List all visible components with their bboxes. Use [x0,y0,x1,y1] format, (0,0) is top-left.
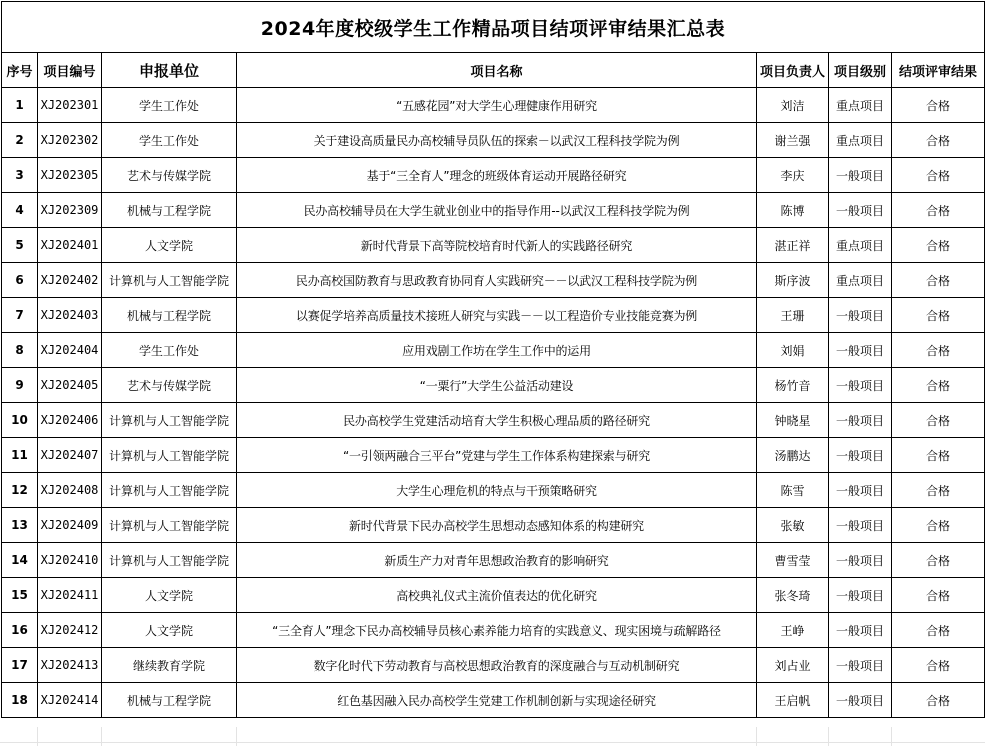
cell-project-name[interactable]: 新质生产力对青年思想政治教育的影响研究 [237,543,757,578]
cell-leader[interactable]: 张敏 [757,508,829,543]
cell-unit[interactable]: 学生工作处 [102,123,237,158]
cell-code[interactable]: XJ202407 [38,438,102,473]
cell-code[interactable]: XJ202302 [38,123,102,158]
cell-project-name[interactable]: 民办高校学生党建活动培育大学生积极心理品质的路径研究 [237,403,757,438]
results-summary-table [1,1,985,718]
cell-result[interactable]: 合格 [892,578,985,613]
cell-seq[interactable]: 14 [2,543,38,578]
cell-result[interactable]: 合格 [892,88,985,123]
cell-code[interactable]: XJ202401 [38,228,102,263]
cell-project-name[interactable]: 新时代背景下民办高校学生思想动态感知体系的构建研究 [237,508,757,543]
cell-unit[interactable]: 人文学院 [102,228,237,263]
cell-leader[interactable]: 杨竹音 [757,368,829,403]
cell-result[interactable]: 合格 [892,368,985,403]
cell-leader[interactable]: 张冬琦 [757,578,829,613]
table-row [2,193,985,228]
cell-level[interactable]: 一般项目 [829,508,892,543]
cell-level[interactable]: 重点项目 [829,263,892,298]
cell-unit[interactable]: 计算机与人工智能学院 [102,473,237,508]
cell-leader[interactable]: 王珊 [757,298,829,333]
cell-seq[interactable]: 9 [2,368,38,403]
cell-level[interactable]: 重点项目 [829,228,892,263]
cell-level[interactable]: 一般项目 [829,158,892,193]
cell-result[interactable]: 合格 [892,228,985,263]
cell-code[interactable]: XJ202305 [38,158,102,193]
empty-grid-area [0,727,985,746]
table-row [2,403,985,438]
cell-leader[interactable]: 陈雪 [757,473,829,508]
cell-unit[interactable]: 学生工作处 [102,333,237,368]
cell-result[interactable]: 合格 [892,508,985,543]
cell-seq[interactable]: 13 [2,508,38,543]
cell-seq[interactable]: 3 [2,158,38,193]
cell-result[interactable]: 合格 [892,473,985,508]
cell-project-name[interactable]: 民办高校辅导员在大学生就业创业中的指导作用--以武汉工程科技学院为例 [237,193,757,228]
cell-unit[interactable]: 艺术与传媒学院 [102,158,237,193]
cell-level[interactable]: 一般项目 [829,613,892,648]
cell-result[interactable]: 合格 [892,648,985,683]
cell-result[interactable]: 合格 [892,263,985,298]
cell-leader[interactable]: 陈博 [757,193,829,228]
table-row [2,508,985,543]
table-row [2,298,985,333]
cell-project-name[interactable]: 民办高校国防教育与思政教育协同育人实践研究－－以武汉工程科技学院为例 [237,263,757,298]
cell-leader[interactable]: 曹雪莹 [757,543,829,578]
cell-result[interactable]: 合格 [892,333,985,368]
cell-code[interactable]: XJ202411 [38,578,102,613]
cell-result[interactable]: 合格 [892,123,985,158]
cell-level[interactable]: 一般项目 [829,578,892,613]
table-row [2,228,985,263]
cell-project-name[interactable]: 以赛促学培养高质量技术接班人研究与实践－－以工程造价专业技能竞赛为例 [237,298,757,333]
cell-result[interactable]: 合格 [892,403,985,438]
cell-level[interactable]: 一般项目 [829,683,892,718]
cell-project-name[interactable]: 基于“三全育人”理念的班级体育运动开展路径研究 [237,158,757,193]
table-row [2,648,985,683]
header-seq[interactable]: 序号 [2,53,38,88]
cell-unit[interactable]: 计算机与人工智能学院 [102,508,237,543]
cell-leader[interactable]: 王启帆 [757,683,829,718]
cell-leader[interactable]: 斯序波 [757,263,829,298]
cell-seq[interactable]: 5 [2,228,38,263]
cell-project-name[interactable]: “五感花园”对大学生心理健康作用研究 [237,88,757,123]
cell-code[interactable]: XJ202404 [38,333,102,368]
table-row [2,333,985,368]
cell-project-name[interactable]: 关于建设高质量民办高校辅导员队伍的探索－以武汉工程科技学院为例 [237,123,757,158]
cell-unit[interactable]: 机械与工程学院 [102,298,237,333]
cell-unit[interactable]: 计算机与人工智能学院 [102,403,237,438]
table-row [2,543,985,578]
cell-level[interactable]: 重点项目 [829,88,892,123]
cell-seq[interactable]: 15 [2,578,38,613]
cell-project-name[interactable]: 新时代背景下高等院校培育时代新人的实践路径研究 [237,228,757,263]
cell-project-name[interactable]: 应用戏剧工作坊在学生工作中的运用 [237,333,757,368]
table-row [2,438,985,473]
cell-code[interactable]: XJ202406 [38,403,102,438]
cell-project-name[interactable]: 红色基因融入民办高校学生党建工作机制创新与实现途径研究 [237,683,757,718]
table-row [2,123,985,158]
cell-level[interactable]: 重点项目 [829,123,892,158]
cell-result[interactable]: 合格 [892,543,985,578]
cell-level[interactable]: 一般项目 [829,438,892,473]
header-result[interactable]: 结项评审结果 [892,53,985,88]
cell-unit[interactable]: 机械与工程学院 [102,193,237,228]
cell-level[interactable]: 一般项目 [829,403,892,438]
cell-unit[interactable]: 人文学院 [102,578,237,613]
cell-project-name[interactable]: “一引领两融合三平台”党建与学生工作体系构建探索与研究 [237,438,757,473]
cell-leader[interactable]: 刘娟 [757,333,829,368]
table-title[interactable]: 2024年度校级学生工作精品项目结项评审结果汇总表 [2,2,985,53]
cell-project-name[interactable]: 大学生心理危机的特点与干预策略研究 [237,473,757,508]
cell-result[interactable]: 合格 [892,193,985,228]
cell-project-name[interactable]: 数字化时代下劳动教育与高校思想政治教育的深度融合与互动机制研究 [237,648,757,683]
cell-unit[interactable]: 机械与工程学院 [102,683,237,718]
cell-code[interactable]: XJ202403 [38,298,102,333]
cell-seq[interactable]: 18 [2,683,38,718]
cell-result[interactable]: 合格 [892,298,985,333]
cell-code[interactable]: XJ202412 [38,613,102,648]
header-unit[interactable]: 申报单位 [102,53,237,88]
cell-leader[interactable]: 李庆 [757,158,829,193]
cell-seq[interactable]: 12 [2,473,38,508]
header-name[interactable]: 项目名称 [237,53,757,88]
cell-project-name[interactable]: “三全育人”理念下民办高校辅导员核心素养能力培育的实践意义、现实困境与疏解路径 [237,613,757,648]
table-row [2,368,985,403]
cell-seq[interactable]: 2 [2,123,38,158]
cell-project-name[interactable]: 高校典礼仪式主流价值表达的优化研究 [237,578,757,613]
cell-seq[interactable]: 17 [2,648,38,683]
cell-code[interactable]: XJ202409 [38,508,102,543]
cell-leader[interactable]: 刘占业 [757,648,829,683]
title-row [2,2,985,53]
header-leader[interactable]: 项目负责人 [757,53,829,88]
cell-result[interactable]: 合格 [892,438,985,473]
cell-level[interactable]: 一般项目 [829,543,892,578]
cell-seq[interactable]: 11 [2,438,38,473]
cell-code[interactable]: XJ202410 [38,543,102,578]
cell-leader[interactable]: 钟晓星 [757,403,829,438]
cell-leader[interactable]: 汤鹏达 [757,438,829,473]
cell-code[interactable]: XJ202402 [38,263,102,298]
cell-result[interactable]: 合格 [892,683,985,718]
cell-code[interactable]: XJ202405 [38,368,102,403]
cell-seq[interactable]: 10 [2,403,38,438]
table-row [2,683,985,718]
cell-code[interactable]: XJ202414 [38,683,102,718]
cell-unit[interactable]: 计算机与人工智能学院 [102,263,237,298]
cell-project-name[interactable]: “一粟行”大学生公益活动建设 [237,368,757,403]
cell-seq[interactable]: 8 [2,333,38,368]
cell-code[interactable]: XJ202408 [38,473,102,508]
cell-unit[interactable]: 继续教育学院 [102,648,237,683]
cell-level[interactable]: 一般项目 [829,648,892,683]
cell-code[interactable]: XJ202301 [38,88,102,123]
cell-level[interactable]: 一般项目 [829,473,892,508]
cell-seq[interactable]: 6 [2,263,38,298]
cell-result[interactable]: 合格 [892,613,985,648]
cell-unit[interactable]: 计算机与人工智能学院 [102,543,237,578]
table-row [2,578,985,613]
cell-leader[interactable]: 湛正祥 [757,228,829,263]
cell-level[interactable]: 一般项目 [829,368,892,403]
cell-leader[interactable]: 谢兰强 [757,123,829,158]
cell-seq[interactable]: 16 [2,613,38,648]
cell-code[interactable]: XJ202413 [38,648,102,683]
cell-seq[interactable]: 1 [2,88,38,123]
cell-level[interactable]: 一般项目 [829,193,892,228]
cell-code[interactable]: XJ202309 [38,193,102,228]
table-row [2,263,985,298]
cell-unit[interactable]: 学生工作处 [102,88,237,123]
header-code[interactable]: 项目编号 [38,53,102,88]
cell-unit[interactable]: 艺术与传媒学院 [102,368,237,403]
cell-leader[interactable]: 王峥 [757,613,829,648]
cell-seq[interactable]: 4 [2,193,38,228]
cell-result[interactable]: 合格 [892,158,985,193]
header-level[interactable]: 项目级别 [829,53,892,88]
cell-seq[interactable]: 7 [2,298,38,333]
table-row [2,158,985,193]
table-row [2,88,985,123]
table-row [2,613,985,648]
header-row [2,53,985,88]
table-row [2,473,985,508]
cell-leader[interactable]: 刘洁 [757,88,829,123]
cell-level[interactable]: 一般项目 [829,333,892,368]
cell-unit[interactable]: 人文学院 [102,613,237,648]
cell-level[interactable]: 一般项目 [829,298,892,333]
cell-unit[interactable]: 计算机与人工智能学院 [102,438,237,473]
